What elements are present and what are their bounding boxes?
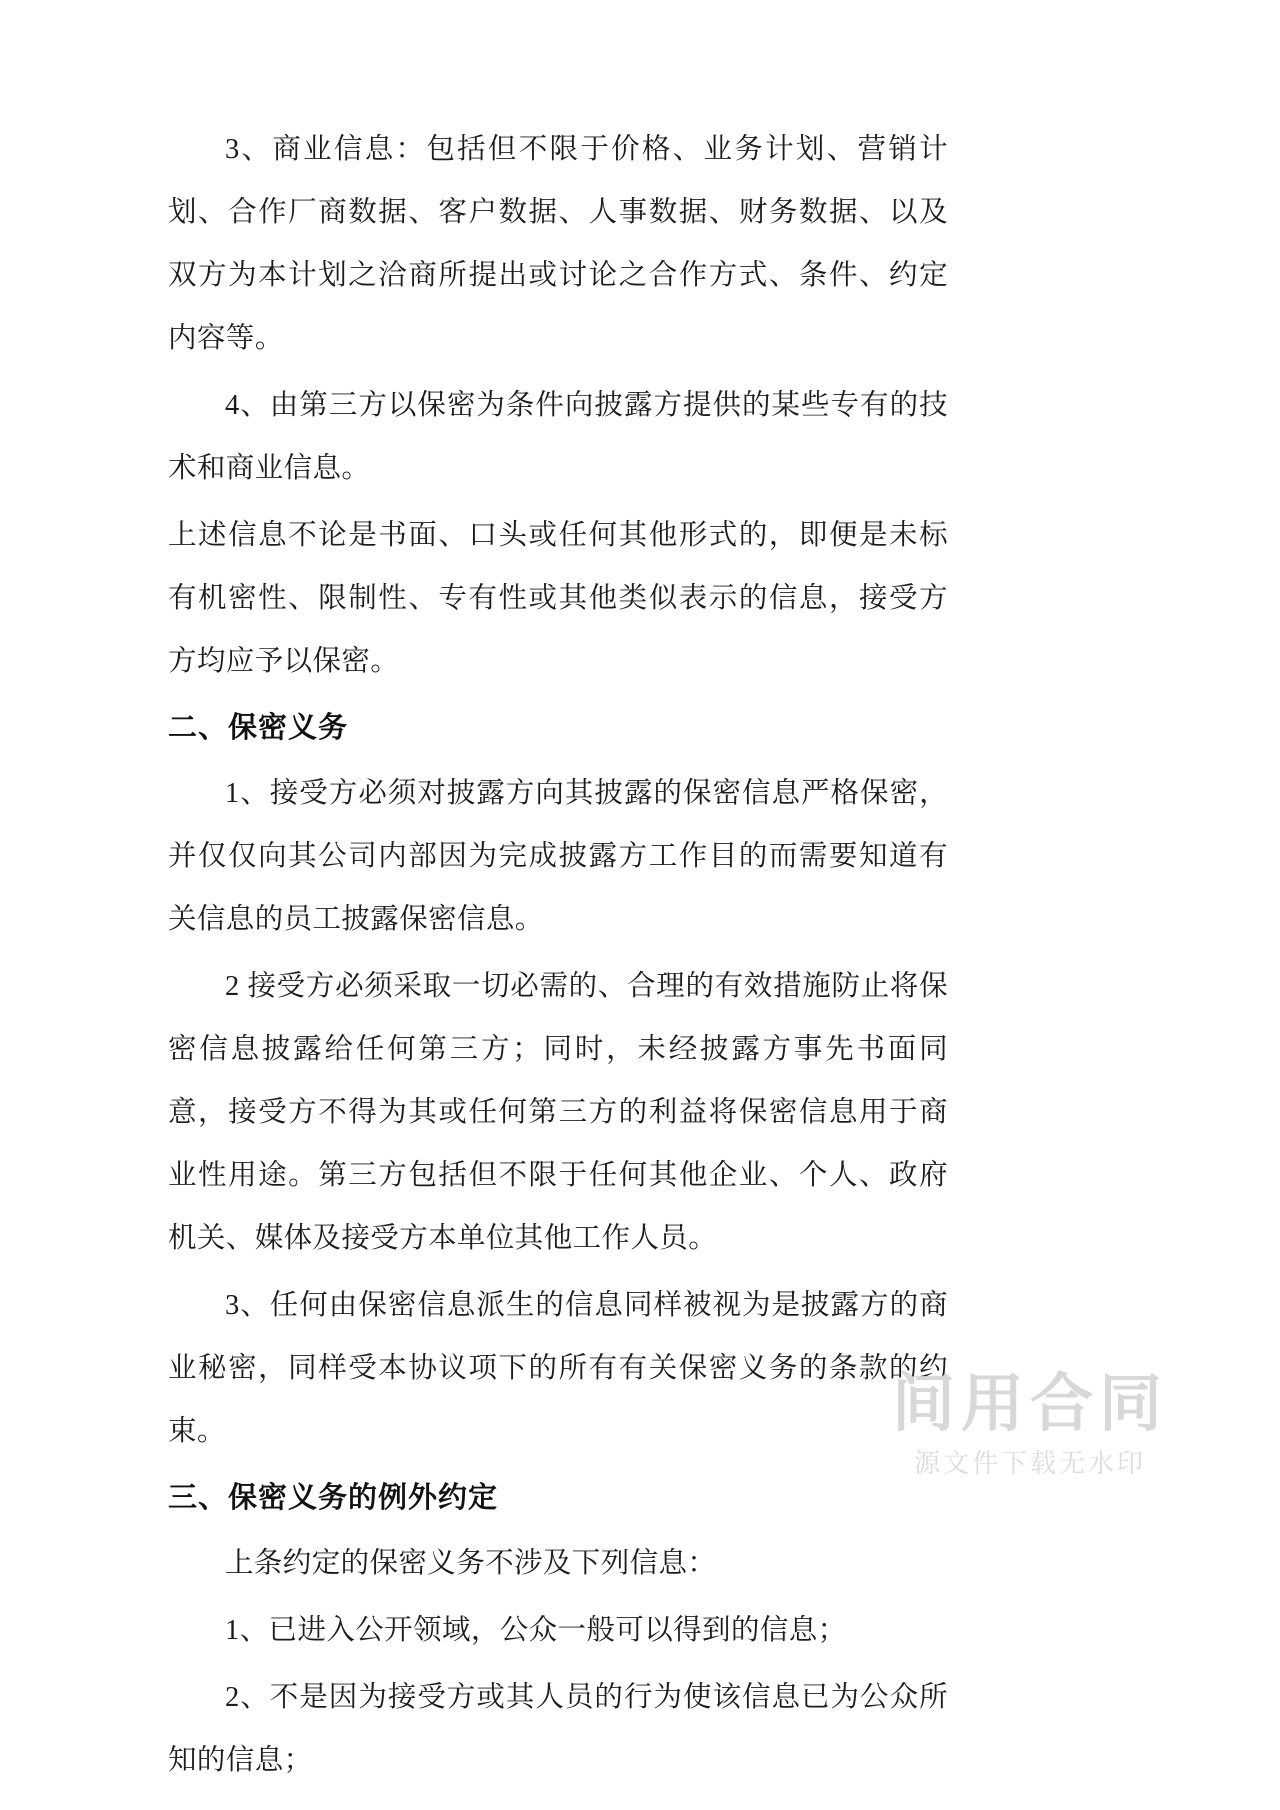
paragraph-item-3: 3、商业信息：包括但不限于价格、业务计划、营销计划、合作厂商数据、客户数据、人事数据、财务数据、以及双方为本计划之洽商所提出或讨论之合作方式、条件、约定内容等。	[168, 134, 948, 354]
clause-group-commercial-info	[168, 118, 948, 693]
document-body	[168, 118, 948, 1796]
paragraph-item-4: 4、由第三方以保密为条件向披露方提供的某些专有的技术和商业信息。	[168, 390, 948, 484]
paragraph-duty-3: 3、任何由保密信息派生的信息同样被视为是披露方的商业秘密，同样受本协议项下的所有有关保密义务的条款的约束。	[168, 1290, 948, 1447]
paragraph-exception-2: 2、不是因为接受方或其人员的行为使该信息已为公众所知的信息；	[168, 1682, 948, 1776]
paragraph-duty-2: 2 接受方必须采取一切必需的、合理的有效措施防止将保密信息披露给任何第三方；同时，未经披露方事先书面同意，接受方不得为其或任何第三方的利益将保密信息用于商业性用途。第三方包括但不限于任何其他企业、个人、政府机关、媒体及接受方本单位其他工作人员。	[168, 971, 948, 1254]
paragraph-summary: 上述信息不论是书面、口头或任何其他形式的，即便是未标有机密性、限制性、专有性或其他类似表示的信息，接受方方均应予以保密。	[168, 520, 948, 677]
heading-section-two: 二、保密义务	[168, 712, 349, 744]
watermark-title: 间用合同	[892, 1368, 1168, 1439]
heading-section-three: 三、保密义务的例外约定	[168, 1482, 499, 1514]
watermark-subtitle: 源文件下载无水印	[913, 1448, 1146, 1478]
paragraph-exceptions-intro: 上条约定的保密义务不涉及下列信息：	[225, 1548, 717, 1579]
clause-group-exceptions	[168, 1532, 948, 1792]
clause-group-confidentiality-duty	[168, 762, 948, 1463]
paragraph-duty-1: 1、接受方必须对披露方向其披露的保密信息严格保密，并仅仅向其公司内部因为完成披露方工作目的而需要知道有关信息的员工披露保密信息。	[168, 778, 948, 935]
paragraph-exception-1: 1、已进入公开领域，公众一般可以得到的信息；	[225, 1615, 847, 1646]
